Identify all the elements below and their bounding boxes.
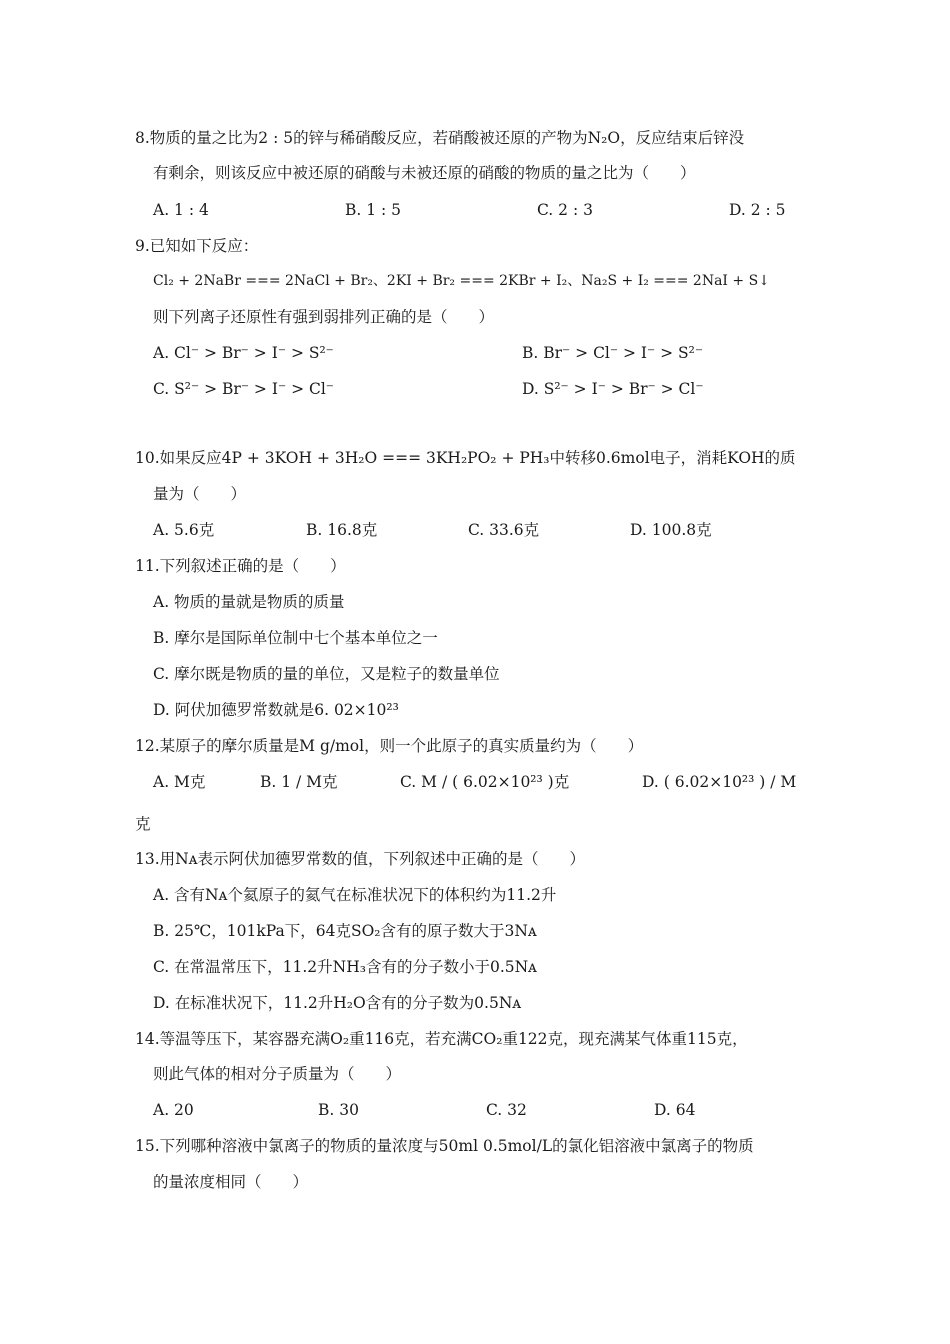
q8-stem-line2: 有剩余，则该反应中被还原的硝酸与未被还原的硝酸的物质的量之比为（ ） xyxy=(153,164,696,182)
q8-option-b: B. 1 : 5 xyxy=(345,201,402,219)
q11-option-d: D. 阿伏加德罗常数就是6. 02×10²³ xyxy=(153,701,399,719)
q14-option-d: D. 64 xyxy=(654,1101,696,1119)
q9-option-d: D. S²⁻ > I⁻ > Br⁻ > Cl⁻ xyxy=(522,380,704,398)
q15-stem-line1: 15.下列哪种溶液中氯离子的物质的量浓度与50ml 0.5mol/L的氯化铝溶液中氯离子的物质 xyxy=(135,1137,754,1155)
q11-stem: 11.下列叙述正确的是（ ） xyxy=(135,557,346,575)
q12-stem: 12.某原子的摩尔质量是M g/mol，则一个此原子的真实质量约为（ ） xyxy=(135,737,644,755)
q12-option-a: A. M克 xyxy=(153,773,206,791)
q13-option-d: D. 在标准状况下，11.2升H₂O含有的分子数为0.5Nᴀ xyxy=(153,994,522,1012)
q9-stem-line1: 9.已知如下反应： xyxy=(135,237,259,255)
q8-option-d: D. 2 : 5 xyxy=(729,201,786,219)
q13-stem: 13.用Nᴀ表示阿伏加德罗常数的值，下列叙述中正确的是（ ） xyxy=(135,850,585,868)
q10-stem-line2: 量为（ ） xyxy=(153,485,247,503)
q8-option-a: A. 1 : 4 xyxy=(153,201,209,219)
q11-option-a: A. 物质的量就是物质的质量 xyxy=(153,593,345,611)
q14-option-c: C. 32 xyxy=(486,1101,527,1119)
q10-option-a: A. 5.6克 xyxy=(153,521,215,539)
q12-option-d: D. ( 6.02×10²³ ) / M xyxy=(642,773,797,791)
q8-option-c: C. 2 : 3 xyxy=(537,201,593,219)
q10-stem-line1: 10.如果反应4P + 3KOH + 3H₂O === 3KH₂PO₂ + PH₃中转移0.6mol电子，消耗KOH的质 xyxy=(135,449,796,467)
q14-option-b: B. 30 xyxy=(318,1101,359,1119)
q9-option-c: C. S²⁻ > Br⁻ > I⁻ > Cl⁻ xyxy=(153,380,334,398)
q8-stem-line1: 8.物质的量之比为2 : 5的锌与稀硝酸反应，若硝酸被还原的产物为N₂O，反应结束后锌没 xyxy=(135,129,745,147)
q14-option-a: A. 20 xyxy=(153,1101,194,1119)
q15-stem-line2: 的量浓度相同（ ） xyxy=(153,1173,309,1191)
q12-option-c: C. M / ( 6.02×10²³ )克 xyxy=(400,773,570,791)
q11-option-b: B. 摩尔是国际单位制中七个基本单位之一 xyxy=(153,629,438,647)
q10-option-b: B. 16.8克 xyxy=(306,521,378,539)
q12-option-d-wrap: 克 xyxy=(135,815,151,833)
q14-stem-line1: 14.等温等压下，某容器充满O₂重116克，若充满CO₂重122克，现充满某气体重115克， xyxy=(135,1030,748,1048)
q12-option-b: B. 1 / M克 xyxy=(260,773,338,791)
q13-option-b: B. 25℃，101kPa下，64克SO₂含有的原子数大于3Nᴀ xyxy=(153,922,537,940)
q10-option-c: C. 33.6克 xyxy=(468,521,540,539)
q9-reactions: Cl₂ + 2NaBr === 2NaCl + Br₂、2KI + Br₂ === 2KBr + I₂、Na₂S + I₂ === 2NaI + S↓ xyxy=(153,273,770,289)
q11-option-c: C. 摩尔既是物质的量的单位，又是粒子的数量单位 xyxy=(153,665,500,683)
q10-option-d: D. 100.8克 xyxy=(630,521,712,539)
q14-stem-line2: 则此气体的相对分子质量为（ ） xyxy=(153,1065,402,1083)
q13-option-c: C. 在常温常压下，11.2升NH₃含有的分子数小于0.5Nᴀ xyxy=(153,958,537,976)
q9-option-a: A. Cl⁻ > Br⁻ > I⁻ > S²⁻ xyxy=(153,344,334,362)
q9-stem-line2: 则下列离子还原性有强到弱排列正确的是（ ） xyxy=(153,308,495,326)
q13-option-a: A. 含有Nᴀ个氦原子的氦气在标准状况下的体积约为11.2升 xyxy=(153,886,557,904)
q9-option-b: B. Br⁻ > Cl⁻ > I⁻ > S²⁻ xyxy=(522,344,704,362)
